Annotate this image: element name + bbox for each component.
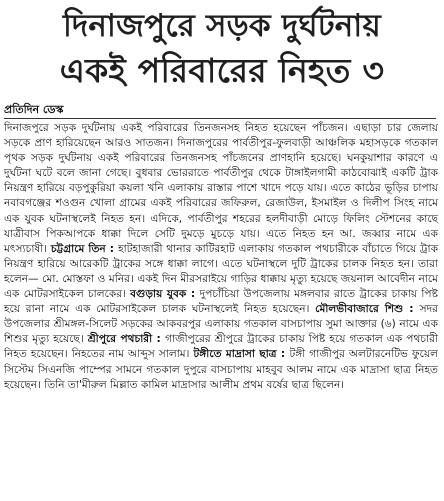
headline-line-2: একই পরিবারের নিহত ৩ — [59, 51, 385, 90]
subhead-sreepur: শ্রীপুরে পথচারী : — [87, 333, 166, 346]
byline-divider — [4, 118, 436, 119]
article-body — [4, 121, 438, 393]
subhead-tongi: টঙ্গীতে মাদ্রাসা ছাত্র : — [193, 348, 290, 361]
subhead-bogura: বগুড়ায় যুবক : — [130, 288, 200, 301]
subhead-moulvibazar: মৌলভীবাজারে শিশু : — [315, 303, 420, 316]
body-text: হাটহাজারী থানার কাটিরহাট এলাকায় গতকাল পথচারীকে বাঁচাতে গিয়ে ট্রাক নিয়ন্ত্রণ হারিয়ে আরেকটি ট্রাকের সঙ্গে ধাক্কা লাগে। এতে ঘটনাস্থলে দুটি ট্রাকের চালক নিহত হন। তারা হলেন— মো. মোস্তফা ও মনির। একই দিন মীরসরাইয়ে গাড়ির ধাক্কায় মৃত্যু হয়েছে জয়নাল আবেদীন নামে এক মোটরসাইকেল চালকের। — [4, 242, 438, 301]
body-paragraph — [4, 121, 438, 393]
body-text: গাজীপুরের শ্রীপুরে ট্রাকের চাকায় পিষ্ট হয়ে গতকাল এক পথচারী নিহত হয়েছেন। নিহতের নাম আব্দুস সালাম। — [4, 333, 439, 361]
body-text: সদর উপজেলার শ্রীমঙ্গল-সিলেট সড়কের আকবরপুর এলাকায় গতকাল বাসচাপায় সুমা আক্তার (৬) নামে এক শিশুর মৃত্যু হয়েছে। — [4, 303, 438, 346]
headline — [0, 0, 444, 96]
headline-line-1: দিনাজপুরে সড়ক দুর্ঘটনায় — [63, 8, 381, 44]
byline: প্রতিদিন ডেস্ক — [4, 103, 64, 116]
subhead-chattogram: চট্টগ্রামে তিন : — [50, 242, 119, 255]
body-text: টঙ্গী গাজীপুর অলটারনেটিভ ফুয়েল সিস্টেম সিএনজি পাম্পের সামনে গতকাল দুপুরে বাসচাপায় মাহবুব আলম নামে এক মাদ্রাসা ছাত্র নিহত হয়েছেন। তিনি তা'মীরুল মিল্লাত কামিল মাদ্রাসার আলীম প্রথম বর্ষের ছাত্র ছিলেন। — [4, 348, 439, 391]
body-text: দিনাজপুরে সড়ক দুর্ঘটনায় একই পরিবারের তিনজনসহ নিহত হয়েছেন পাঁচজন। এছাড়া চার জেলায় সড়কে প্রাণ হারিয়েছেন আরও সাতজন। দিনাজপুরের পার্বতীপুর-ফুলবাড়ী আঞ্চলিক মহাসড়কে গতকাল পৃথক সড়ক দুর্ঘটনায় একই পরিবারের তিনজনসহ পাঁচজনের প্রাণহানি হয়েছে। ঘনকুয়াশার কারণে এ দুর্ঘটনা ঘটে বলে জানা গেছে। বুধবার ভোররাতে পার্বতীপুর থেকে টাঙ্গাইলগামী কাঠবোঝাই একটি ট্রাক নিয়ন্ত্রণ হারিয়ে বড়পুকুরিয়া কয়লা খনি এলাকায় রাস্তার পাশে খাদে পড়ে যায়। এতে কাঠের ভূড়ির চাপায় নবাবগঞ্জের শওগুন খোলা গ্রামের একই পরিবারের জফিরুল, রেজাউল, ইসমাইল ও দিলীপ সিংহ নামে এক যুবক ঘটনাস্থলেই নিহত হন। এদিকে, পার্বতীপুর শহরের হলদীবাড়ী মোড়ে ফিলিং স্টেশনের কাছে যাত্রীবাস পিকআপকে ধাক্কা দিলে সেটি দুমড়ে মুচড়ে যায়। এতে নিহত হন আ. জব্বার নামে এক মৎস্যচাষী। — [4, 122, 438, 255]
body-text: দুপচাঁচিয়া উপজেলায় মঙ্গলবার রাতে ট্রাকের চাকায় পিষ্ট হয়ে রানা নামে এক মোটরসাইকেল চালক ঘটনাস্থলেই নিহত হয়েছেন। — [4, 288, 438, 316]
